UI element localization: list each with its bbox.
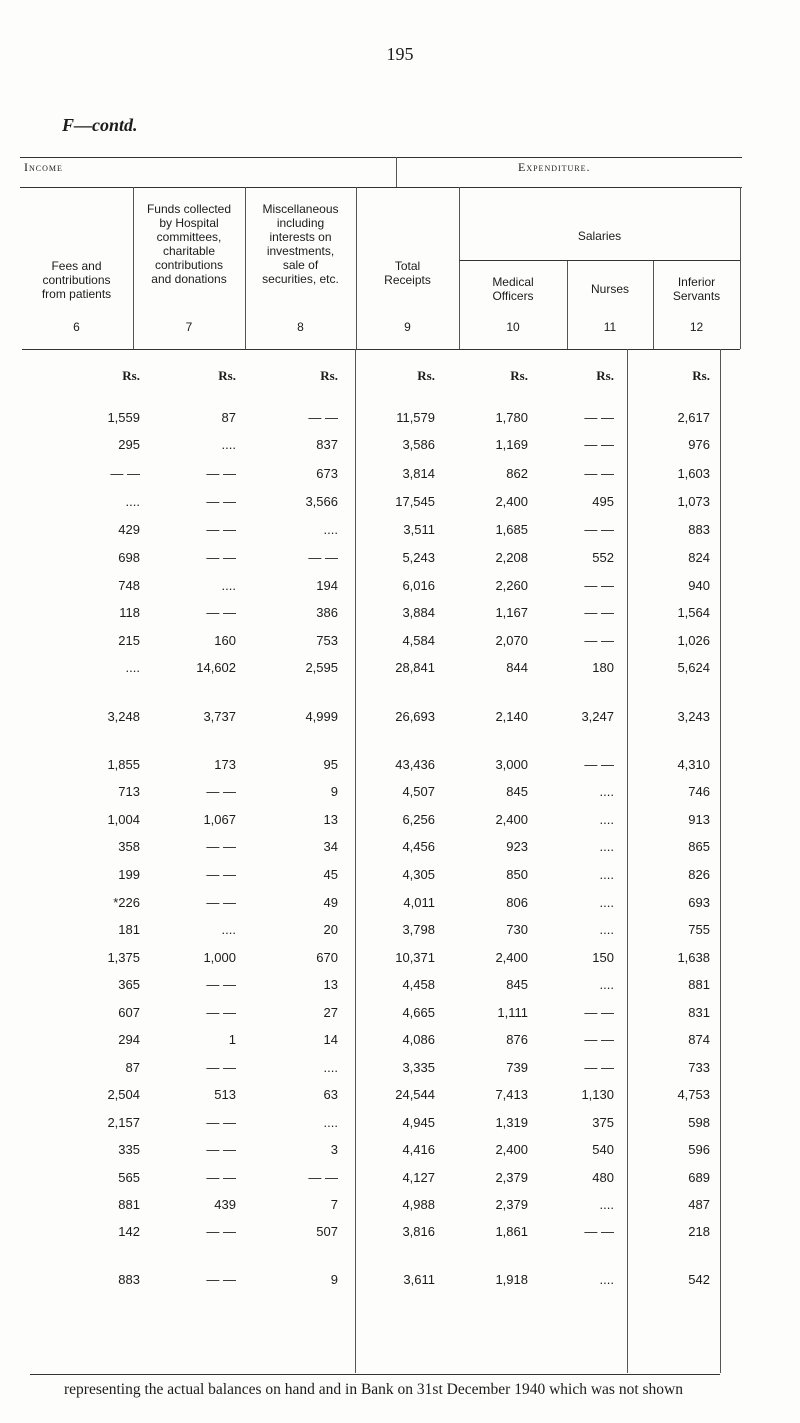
- table-cell: 6,256: [402, 812, 435, 827]
- footer-text: representing the actual balances on hand and in Bank on 31st December 1940 which was not shown: [64, 1381, 683, 1398]
- table-cell: 4,011: [403, 895, 435, 910]
- table-row: [0, 550, 800, 570]
- table-cell: 513: [214, 1087, 236, 1102]
- table-cell: 4,127: [402, 1170, 435, 1185]
- table-cell: 17,545: [395, 494, 435, 509]
- table-cell: 294: [118, 1032, 140, 1047]
- table-cell: 439: [214, 1197, 236, 1212]
- table-cell: 940: [688, 578, 710, 593]
- table-cell: — —: [206, 1224, 236, 1239]
- currency-unit: Rs.: [122, 368, 140, 383]
- table-row: [0, 466, 800, 486]
- column-header: Total Receipts: [384, 259, 431, 287]
- table-cell: — —: [110, 466, 140, 481]
- table-row: [0, 1087, 800, 1107]
- table-cell: 199: [118, 867, 140, 882]
- table-cell: 1,319: [495, 1115, 528, 1130]
- table-cell: — —: [308, 550, 338, 565]
- table-cell: 3,566: [305, 494, 338, 509]
- table-cell: 1,167: [495, 605, 528, 620]
- header-divider: [653, 260, 654, 349]
- table-cell: 9: [330, 784, 338, 799]
- table-cell: 670: [316, 950, 338, 965]
- table-cell: 10,371: [395, 950, 435, 965]
- table-cell: 883: [118, 1272, 140, 1287]
- table-row: [0, 812, 800, 832]
- table-cell: 28,841: [395, 660, 435, 675]
- table-cell: — —: [206, 494, 236, 509]
- table-cell: 487: [688, 1197, 710, 1212]
- table-cell: 2,400: [495, 494, 528, 509]
- table-cell: 1,004: [107, 812, 140, 827]
- table-cell: 3,000: [495, 757, 528, 772]
- table-cell: 2,595: [305, 660, 338, 675]
- table-cell: *226: [113, 895, 140, 910]
- table-cell: 87: [125, 1060, 140, 1075]
- top-rule: [20, 157, 742, 158]
- table-row: [0, 1272, 800, 1292]
- table-cell: 180: [592, 660, 614, 675]
- table-cell: — —: [206, 1115, 236, 1130]
- table-cell: 507: [316, 1224, 338, 1239]
- table-cell: 335: [118, 1142, 140, 1157]
- table-cell: 874: [688, 1032, 710, 1047]
- table-cell: 1,685: [495, 522, 528, 537]
- table-row: [0, 1142, 800, 1162]
- table-cell: — —: [308, 1170, 338, 1185]
- table-row: [0, 660, 800, 680]
- table-cell: 2,140: [495, 709, 528, 724]
- salaries-header: Salaries: [577, 229, 622, 243]
- table-cell: 358: [118, 839, 140, 854]
- table-cell: 429: [118, 522, 140, 537]
- table-row: [0, 839, 800, 859]
- table-cell: 87: [221, 410, 236, 425]
- income-expenditure-divider: [396, 157, 397, 187]
- table-cell: 755: [688, 922, 710, 937]
- table-row: [0, 1032, 800, 1052]
- table-cell: — —: [206, 784, 236, 799]
- table-cell: 7,413: [495, 1087, 528, 1102]
- table-row: [0, 605, 800, 625]
- table-cell: 13: [323, 977, 338, 992]
- table-cell: 3,335: [402, 1060, 435, 1075]
- table-cell: 753: [316, 633, 338, 648]
- table-cell: 1,861: [495, 1224, 528, 1239]
- table-cell: ....: [599, 839, 614, 854]
- table-cell: — —: [206, 1170, 236, 1185]
- table-cell: 11,579: [396, 410, 435, 425]
- table-cell: 4,999: [305, 709, 338, 724]
- table-cell: 3,511: [403, 522, 435, 537]
- column-header: Funds collected by Hospital committees, charitable contributions and donations: [146, 202, 232, 286]
- table-cell: 689: [688, 1170, 710, 1185]
- table-cell: 826: [688, 867, 710, 882]
- table-cell: ....: [599, 922, 614, 937]
- table-cell: 913: [688, 812, 710, 827]
- table-row: [0, 1170, 800, 1190]
- table-cell: 746: [688, 784, 710, 799]
- table-cell: 480: [592, 1170, 614, 1185]
- table-cell: 4,945: [402, 1115, 435, 1130]
- table-cell: — —: [584, 1005, 614, 1020]
- table-cell: — —: [308, 410, 338, 425]
- table-cell: 5,243: [402, 550, 435, 565]
- table-cell: — —: [206, 522, 236, 537]
- table-cell: 386: [316, 605, 338, 620]
- table-cell: — —: [584, 466, 614, 481]
- table-cell: 20: [323, 922, 338, 937]
- table-cell: 2,617: [677, 410, 710, 425]
- table-cell: 26,693: [395, 709, 435, 724]
- table-cell: 4,753: [677, 1087, 710, 1102]
- table-cell: 142: [118, 1224, 140, 1239]
- table-row: [0, 757, 800, 777]
- table-cell: 1,559: [107, 410, 140, 425]
- table-row: [0, 977, 800, 997]
- table-cell: ....: [599, 1197, 614, 1212]
- currency-unit: Rs.: [510, 368, 528, 383]
- table-row: [0, 1060, 800, 1080]
- table-cell: 837: [316, 437, 338, 452]
- table-cell: 49: [323, 895, 338, 910]
- currency-unit: Rs.: [692, 368, 710, 383]
- table-cell: 365: [118, 977, 140, 992]
- table-cell: 3,814: [402, 466, 435, 481]
- table-cell: — —: [206, 1142, 236, 1157]
- continued-label: F—contd.: [62, 115, 138, 135]
- table-cell: 24,544: [395, 1087, 435, 1102]
- table-cell: ....: [221, 578, 236, 593]
- table-cell: 6,016: [402, 578, 435, 593]
- table-cell: 181: [118, 922, 140, 937]
- table-row: [0, 784, 800, 804]
- table-cell: — —: [206, 550, 236, 565]
- table-cell: 27: [323, 1005, 338, 1020]
- table-cell: 95: [323, 757, 338, 772]
- table-cell: 2,070: [495, 633, 528, 648]
- table-cell: 1,000: [203, 950, 236, 965]
- column-number: 7: [185, 320, 193, 334]
- table-cell: — —: [206, 977, 236, 992]
- table-row: [0, 922, 800, 942]
- table-cell: 218: [688, 1224, 710, 1239]
- table-cell: 4,458: [402, 977, 435, 992]
- column-header: Medical Officers: [492, 275, 534, 303]
- column-number: 10: [506, 320, 520, 334]
- column-header: Fees and contributions from patients: [41, 259, 112, 301]
- column-number: 6: [73, 320, 80, 334]
- table-cell: 1,918: [495, 1272, 528, 1287]
- table-cell: 3,884: [402, 605, 435, 620]
- table-cell: 1,130: [581, 1087, 614, 1102]
- table-cell: 862: [506, 466, 528, 481]
- table-cell: 13: [323, 812, 338, 827]
- table-cell: 845: [506, 784, 528, 799]
- table-cell: 1,855: [107, 757, 140, 772]
- table-cell: — —: [206, 839, 236, 854]
- header-divider: [740, 187, 741, 349]
- table-cell: 4,416: [402, 1142, 435, 1157]
- table-cell: 3,737: [203, 709, 236, 724]
- table-cell: 5,624: [677, 660, 710, 675]
- column-header: Nurses: [590, 282, 629, 296]
- table-cell: 2,260: [495, 578, 528, 593]
- table-cell: 173: [214, 757, 236, 772]
- table-cell: 2,157: [107, 1115, 140, 1130]
- table-row: [0, 1197, 800, 1217]
- table-cell: 1: [228, 1032, 236, 1047]
- table-cell: — —: [584, 437, 614, 452]
- expenditure-heading: Expenditure.: [518, 160, 591, 174]
- table-cell: 3,247: [581, 709, 614, 724]
- table-cell: 881: [688, 977, 710, 992]
- currency-unit: Rs.: [417, 368, 435, 383]
- table-row: [0, 1224, 800, 1244]
- currency-unit: Rs.: [320, 368, 338, 383]
- table-cell: ....: [599, 867, 614, 882]
- table-cell: 4,665: [402, 1005, 435, 1020]
- table-cell: — —: [206, 895, 236, 910]
- table-cell: 2,400: [495, 950, 528, 965]
- table-cell: 739: [506, 1060, 528, 1075]
- table-cell: — —: [584, 605, 614, 620]
- table-cell: — —: [584, 578, 614, 593]
- table-cell: 14,602: [196, 660, 236, 675]
- income-heading: Income: [24, 160, 63, 174]
- table-cell: 4,305: [402, 867, 435, 882]
- table-row: [0, 709, 800, 729]
- table-cell: 542: [688, 1272, 710, 1287]
- table-cell: 45: [323, 867, 338, 882]
- table-cell: — —: [584, 757, 614, 772]
- table-cell: 7: [330, 1197, 338, 1212]
- table-cell: — —: [206, 867, 236, 882]
- table-cell: 607: [118, 1005, 140, 1020]
- table-cell: — —: [584, 1032, 614, 1047]
- table-cell: 2,504: [107, 1087, 140, 1102]
- table-cell: 1,067: [203, 812, 236, 827]
- table-cell: 698: [118, 550, 140, 565]
- table-cell: 2,400: [495, 1142, 528, 1157]
- table-cell: ....: [599, 1272, 614, 1287]
- table-cell: 4,456: [402, 839, 435, 854]
- table-cell: ....: [599, 895, 614, 910]
- table-cell: 4,507: [402, 784, 435, 799]
- table-cell: ....: [323, 1060, 338, 1075]
- table-cell: 3: [330, 1142, 338, 1157]
- table-cell: 14: [323, 1032, 338, 1047]
- table-cell: — —: [206, 466, 236, 481]
- table-cell: — —: [206, 1005, 236, 1020]
- table-cell: 3,243: [677, 709, 710, 724]
- table-cell: 3,586: [402, 437, 435, 452]
- table-cell: 4,988: [402, 1197, 435, 1212]
- table-cell: 733: [688, 1060, 710, 1075]
- table-cell: 2,208: [495, 550, 528, 565]
- table-cell: ....: [125, 494, 140, 509]
- table-cell: 1,026: [677, 633, 710, 648]
- table-cell: ....: [221, 437, 236, 452]
- table-cell: 1,603: [677, 466, 710, 481]
- table-row: [0, 522, 800, 542]
- table-cell: ....: [599, 784, 614, 799]
- table-row: [0, 1115, 800, 1135]
- table-cell: 150: [592, 950, 614, 965]
- column-header: Miscellaneous including interests on investments, sale of securities, etc.: [262, 202, 339, 286]
- table-cell: ....: [323, 1115, 338, 1130]
- table-cell: 3,611: [403, 1272, 435, 1287]
- table-cell: 565: [118, 1170, 140, 1185]
- table-cell: 748: [118, 578, 140, 593]
- table-cell: — —: [584, 1060, 614, 1075]
- table-cell: — —: [584, 633, 614, 648]
- table-row: [0, 437, 800, 457]
- currency-unit: Rs.: [596, 368, 614, 383]
- table-cell: 63: [323, 1087, 338, 1102]
- table-cell: 34: [323, 839, 338, 854]
- table-cell: ....: [599, 977, 614, 992]
- table-cell: 1,564: [677, 605, 710, 620]
- table-cell: 540: [592, 1142, 614, 1157]
- table-cell: 806: [506, 895, 528, 910]
- table-cell: 43,436: [395, 757, 435, 772]
- table-row: [0, 1005, 800, 1025]
- page-number: 195: [386, 44, 414, 64]
- table-cell: 865: [688, 839, 710, 854]
- table-cell: 881: [118, 1197, 140, 1212]
- table-cell: — —: [584, 410, 614, 425]
- bottom-rule: [30, 1374, 720, 1375]
- table-row: [0, 494, 800, 514]
- table-cell: 375: [592, 1115, 614, 1130]
- table-cell: 923: [506, 839, 528, 854]
- salaries-rule: [459, 260, 740, 261]
- table-row: [0, 410, 800, 430]
- column-number: 9: [404, 320, 411, 334]
- table-cell: 844: [506, 660, 528, 675]
- table-cell: 845: [506, 977, 528, 992]
- table-cell: 976: [688, 437, 710, 452]
- column-number: 11: [603, 320, 617, 334]
- table-cell: 713: [118, 784, 140, 799]
- table-cell: — —: [206, 1272, 236, 1287]
- table-cell: 4,086: [402, 1032, 435, 1047]
- table-cell: 118: [119, 605, 140, 620]
- table-cell: 495: [592, 494, 614, 509]
- table-cell: 194: [316, 578, 338, 593]
- column-header: Inferior Servants: [672, 275, 721, 303]
- table-cell: 1,375: [107, 950, 140, 965]
- table-row: [0, 895, 800, 915]
- table-cell: 160: [214, 633, 236, 648]
- table-cell: 883: [688, 522, 710, 537]
- table-cell: ....: [221, 922, 236, 937]
- table-cell: 3,798: [402, 922, 435, 937]
- table-cell: 831: [688, 1005, 710, 1020]
- table-row: [0, 578, 800, 598]
- table-cell: 730: [506, 922, 528, 937]
- table-cell: 3,816: [402, 1224, 435, 1239]
- table-cell: 4,584: [402, 633, 435, 648]
- table-cell: 876: [506, 1032, 528, 1047]
- column-number: 8: [297, 320, 304, 334]
- section-rule: [20, 187, 742, 188]
- table-cell: 215: [118, 633, 140, 648]
- table-row: [0, 633, 800, 653]
- table-cell: — —: [584, 1224, 614, 1239]
- table-cell: — —: [206, 605, 236, 620]
- table-cell: — —: [584, 522, 614, 537]
- currency-unit: Rs.: [218, 368, 236, 383]
- table-cell: 2,379: [495, 1197, 528, 1212]
- table-cell: 4,310: [677, 757, 710, 772]
- table-cell: 1,073: [677, 494, 710, 509]
- table-cell: 1,638: [677, 950, 710, 965]
- table-cell: ....: [599, 812, 614, 827]
- table-row: [0, 867, 800, 887]
- table-cell: 1,111: [497, 1005, 528, 1020]
- column-number: 12: [689, 320, 704, 334]
- table-cell: 693: [688, 895, 710, 910]
- table-row: [0, 950, 800, 970]
- table-cell: 295: [118, 437, 140, 452]
- table-cell: ....: [125, 660, 140, 675]
- table-cell: 673: [316, 466, 338, 481]
- table-cell: 9: [330, 1272, 338, 1287]
- table-cell: 850: [506, 867, 528, 882]
- table-cell: ....: [323, 522, 338, 537]
- table-cell: 598: [688, 1115, 710, 1130]
- header-divider: [567, 260, 568, 349]
- table-cell: 1,780: [495, 410, 528, 425]
- header-bottom-rule: [22, 349, 740, 350]
- table-cell: 824: [688, 550, 710, 565]
- table-cell: 2,400: [495, 812, 528, 827]
- table-cell: 1,169: [495, 437, 528, 452]
- table-cell: 596: [688, 1142, 710, 1157]
- table-cell: 2,379: [495, 1170, 528, 1185]
- table-cell: 3,248: [107, 709, 140, 724]
- table-cell: 552: [592, 550, 614, 565]
- table-cell: — —: [206, 1060, 236, 1075]
